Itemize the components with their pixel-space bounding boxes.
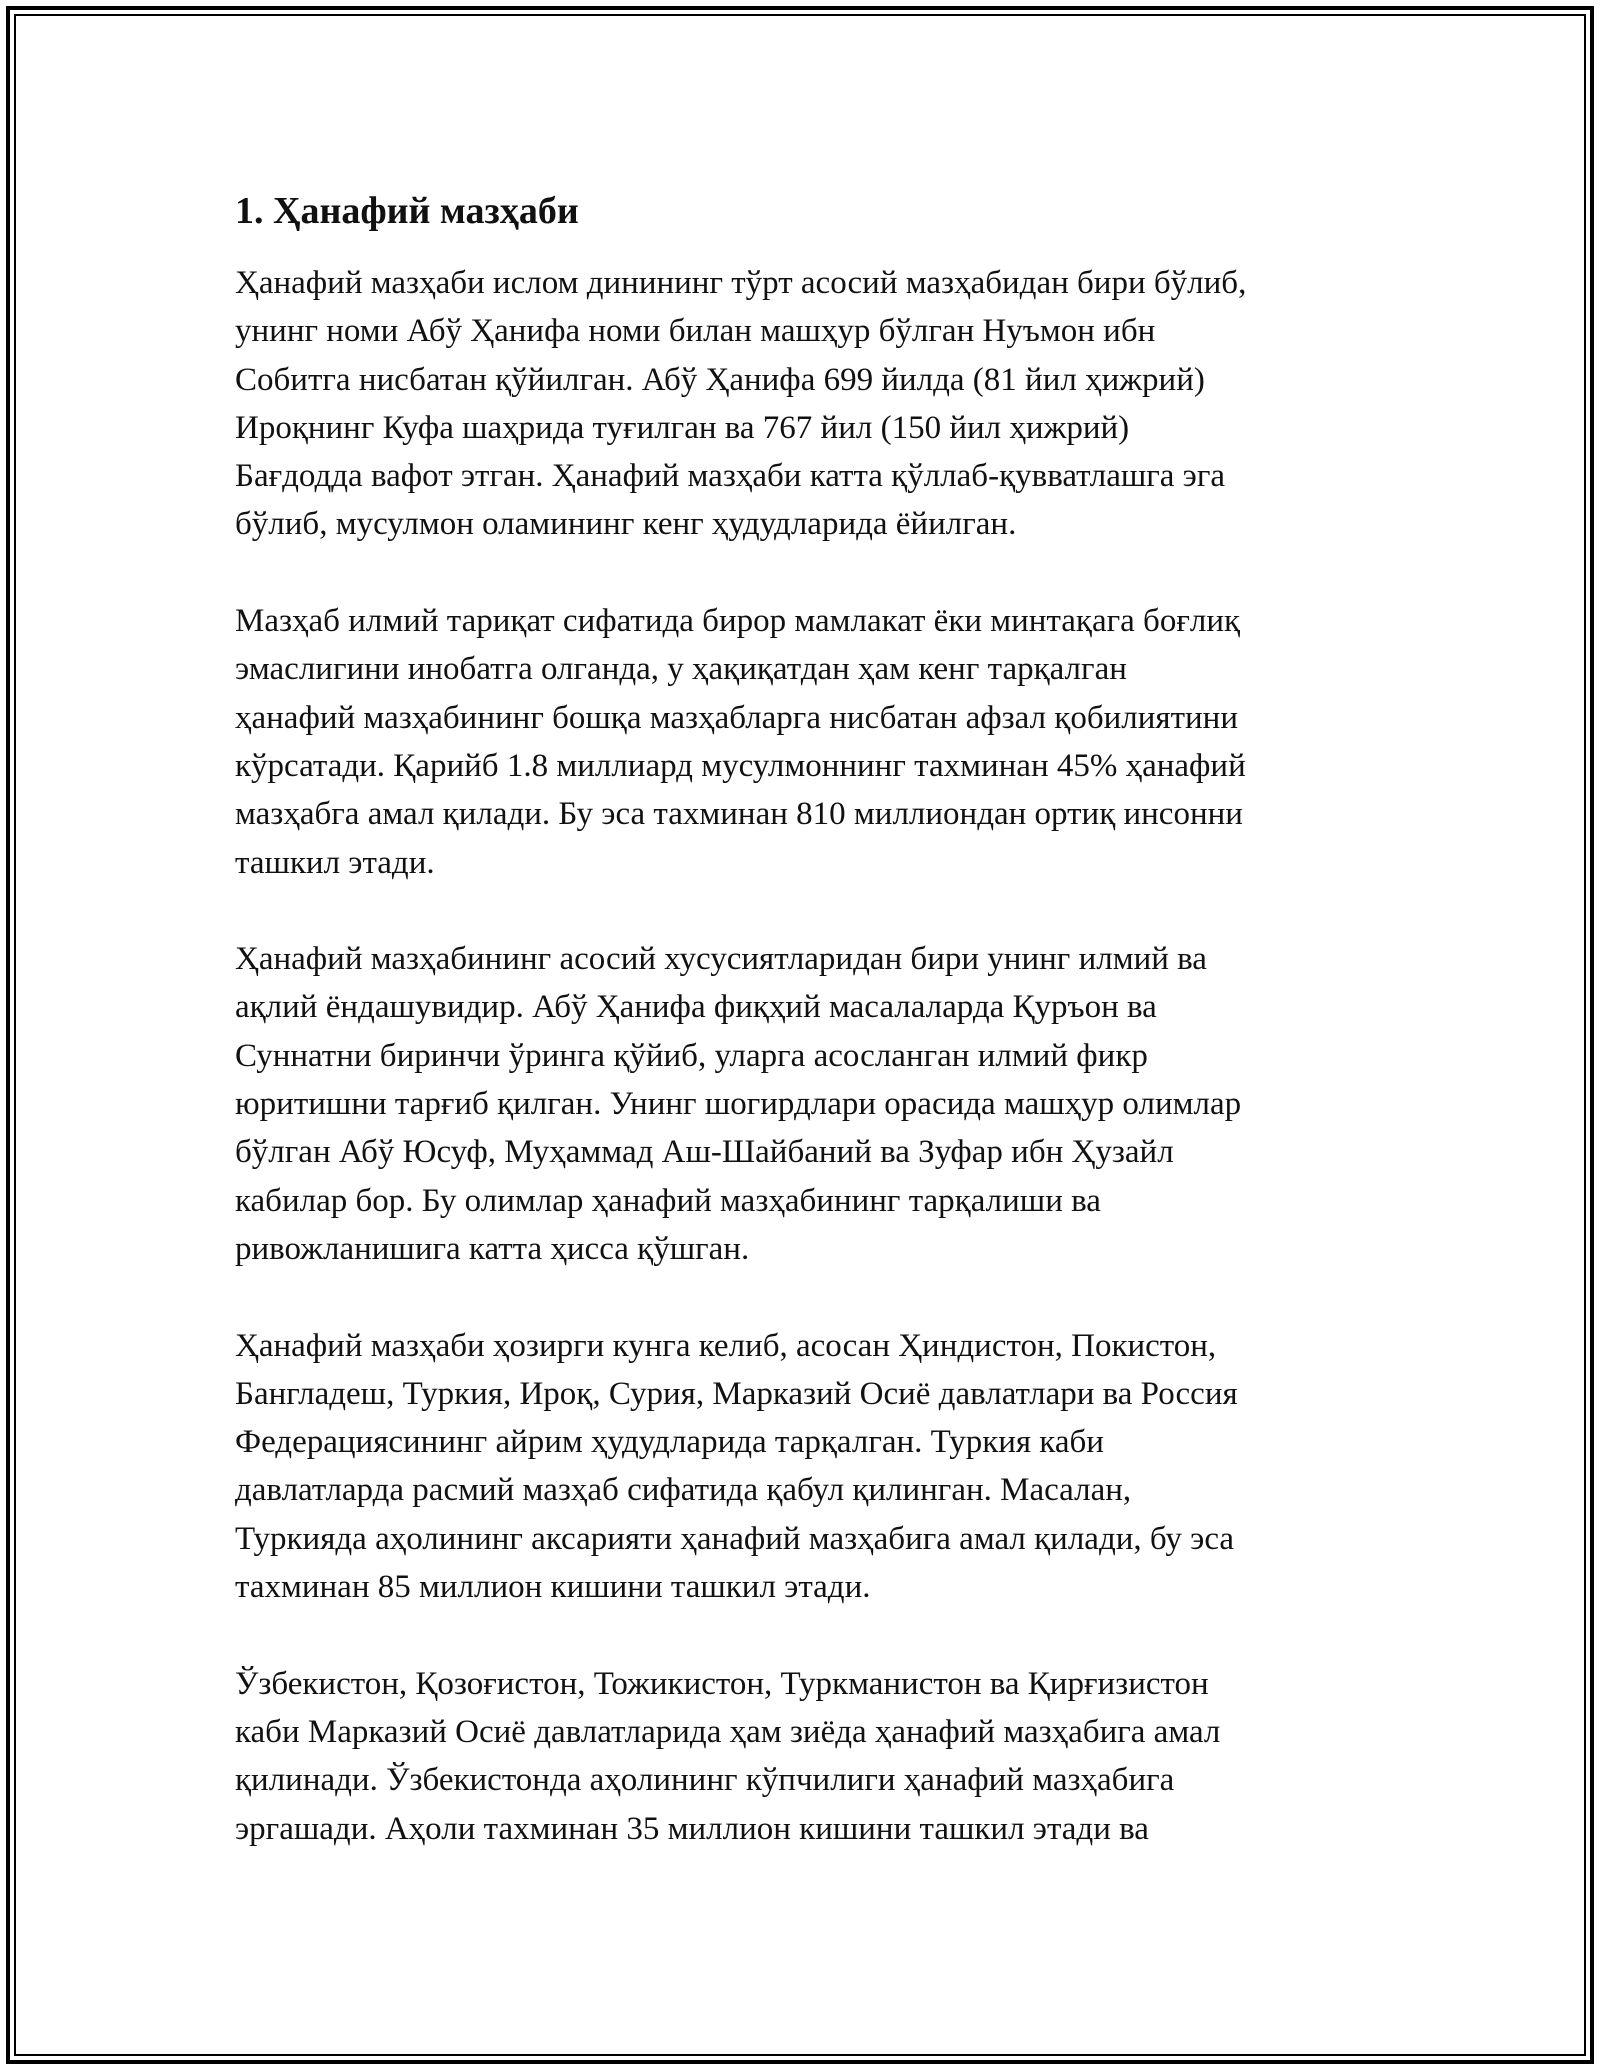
text-line: кўрсатади. Қарийб 1.8 миллиард мусулмоннинг тахминан 45% ҳанафий: [235, 747, 1246, 784]
text-line: унинг номи Абў Ҳанифа номи билан машҳур бўлган Нуъмон ибн: [235, 313, 1156, 350]
text-line: Бангладеш, Туркия, Ироқ, Сурия, Марказий Осиё давлатлари ва Россия: [235, 1375, 1238, 1412]
text-line: кабилар бор. Бу олимлар ҳанафий мазҳабининг тарқалиши ва: [235, 1182, 1101, 1219]
text-line: бўлган Абў Юсуф, Муҳаммад Аш-Шайбаний ва Зуфар ибн Ҳузайл: [235, 1134, 1174, 1171]
text-line: Ўзбекистон, Қозоғистон, Тожикистон, Туркманистон ва Қирғизистон: [235, 1665, 1209, 1702]
paragraph-3: [235, 935, 1375, 1273]
paragraph-2: [235, 597, 1375, 887]
text-line: Ҳанафий мазҳаби ҳозирги кунга келиб, асосан Ҳиндистон, Покистон,: [235, 1327, 1217, 1364]
text-line: Собитга нисбатан қўйилган. Абў Ҳанифа 699 йилда (81 йил ҳижрий): [235, 361, 1205, 398]
text-line: эмаслигини инобатга олганда, у ҳақиқатдан ҳам кенг тарқалган: [235, 651, 1127, 688]
section-title: 1. Ҳанафий мазҳаби: [235, 190, 579, 232]
paragraph-1: [235, 259, 1375, 549]
text-line: Бағдодда вафот этган. Ҳанафий мазҳаби катта қўллаб-қувватлашга эга: [235, 458, 1226, 495]
text-line: ривожланишига катта ҳисса қўшган.: [235, 1230, 750, 1267]
text-line: бўлиб, мусулмон оламининг кенг ҳудудларида ёйилган.: [235, 506, 1017, 543]
text-line: ҳанафий мазҳабининг бошқа мазҳабларга нисбатан афзал қобилиятини: [235, 699, 1238, 736]
text-line: эргашади. Аҳоли тахминан 35 миллион кишини ташкил этади ва: [235, 1810, 1149, 1847]
text-line: мазҳабга амал қилади. Бу эса тахминан 810 миллиондан ортиқ инсонни: [235, 796, 1243, 833]
text-line: юритишни тарғиб қилган. Унинг шогирдлари орасида машҳур олимлар: [235, 1086, 1242, 1123]
text-line: Ҳанафий мазҳабининг асосий хусусиятларидан бири унинг илмий ва: [235, 941, 1207, 978]
document-body: [235, 187, 1375, 1901]
text-line: қилинади. Ўзбекистонда аҳолининг кўпчилиги ҳанафий мазҳабига: [235, 1762, 1175, 1799]
text-line: ақлий ёндашувидир. Абў Ҳанифа фиқҳий масалаларда Қуръон ва: [235, 989, 1157, 1026]
text-line: Мазҳаб илмий тариқат сифатида бирор мамлакат ёки минтақага боғлиқ: [235, 603, 1241, 640]
text-line: ташкил этади.: [235, 844, 435, 881]
text-line: давлатларда расмий мазҳаб сифатида қабул қилинган. Масалан,: [235, 1472, 1132, 1509]
text-line: тахминан 85 миллион кишини ташкил этади.: [235, 1569, 871, 1606]
paragraph-5: [235, 1660, 1375, 1853]
text-line: Туркияда аҳолининг аксарияти ҳанафий мазҳабига амал қилади, бу эса: [235, 1520, 1235, 1557]
text-line: Ироқнинг Куфа шаҳрида туғилган ва 767 йил (150 йил ҳижрий): [235, 409, 1130, 446]
text-line: Федерациясининг айрим ҳудудларида тарқалган. Туркия каби: [235, 1424, 1104, 1461]
text-line: Ҳанафий мазҳаби ислом динининг тўрт асосий мазҳабидан бири бўлиб,: [235, 265, 1247, 301]
paragraph-4: [235, 1322, 1375, 1612]
text-line: каби Марказий Осиё давлатларида ҳам зиёда ҳанафий мазҳабига амал: [235, 1713, 1221, 1750]
text-line: Суннатни биринчи ўринга қўйиб, уларга асосланган илмий фикр: [235, 1037, 1148, 1074]
